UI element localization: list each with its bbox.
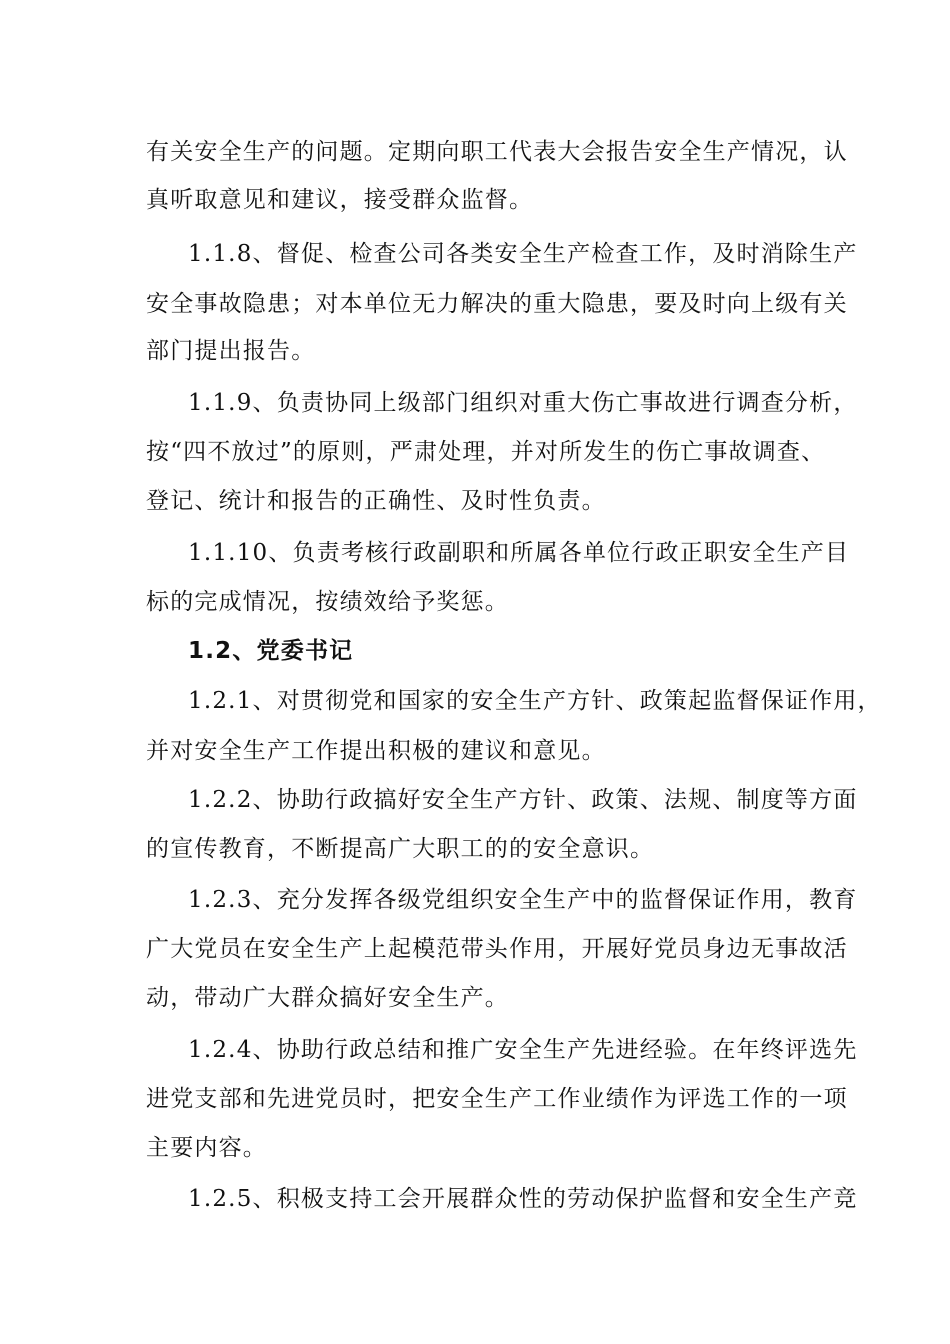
section-heading: 1.2、党委书记 [188, 638, 354, 664]
text-line: 标的完成情况，按绩效给予奖惩。 [146, 589, 509, 615]
text-line: 动，带动广大群众搞好安全生产。 [146, 985, 509, 1011]
text-line: 有关安全生产的问题。定期向职工代表大会报告安全生产情况，认 [146, 139, 848, 165]
text-line: 广大党员在安全生产上起模范带头作用，开展好党员身边无事故活 [146, 936, 848, 962]
text-line-indented: 1.2.3、充分发挥各级党组织安全生产中的监督保证作用，教育 [188, 887, 858, 913]
text-line: 安全事故隐患；对本单位无力解决的重大隐患，要及时向上级有关 [146, 291, 848, 317]
text-line: 部门提出报告。 [146, 338, 316, 364]
text-line-indented: 1.1.9、负责协同上级部门组织对重大伤亡事故进行调查分析， [188, 390, 858, 416]
text-line-indented: 1.2.1、对贯彻党和国家的安全生产方针、政策起监督保证作用， [188, 688, 882, 714]
text-line: 登记、统计和报告的正确性、及时性负责。 [146, 488, 606, 514]
text-line: 并对安全生产工作提出积极的建议和意见。 [146, 738, 606, 764]
text-line-indented: 1.2.2、协助行政搞好安全生产方针、政策、法规、制度等方面 [188, 787, 858, 813]
text-line: 的宣传教育，不断提高广大职工的的安全意识。 [146, 836, 655, 862]
text-line-indented: 1.2.4、协助行政总结和推广安全生产先进经验。在年终评选先 [188, 1037, 858, 1063]
text-line: 按“四不放过”的原则，严肃处理，并对所发生的伤亡事故调查、 [146, 439, 826, 465]
text-line-indented: 1.1.8、督促、检查公司各类安全生产检查工作，及时消除生产 [188, 241, 858, 267]
text-line-indented: 1.1.10、负责考核行政副职和所属各单位行政正职安全生产目 [188, 540, 850, 566]
text-line: 主要内容。 [146, 1135, 267, 1161]
text-line-indented: 1.2.5、积极支持工会开展群众性的劳动保护监督和安全生产竞 [188, 1186, 858, 1212]
text-line: 进党支部和先进党员时，把安全生产工作业绩作为评选工作的一项 [146, 1086, 848, 1112]
text-line: 真听取意见和建议，接受群众监督。 [146, 187, 534, 213]
